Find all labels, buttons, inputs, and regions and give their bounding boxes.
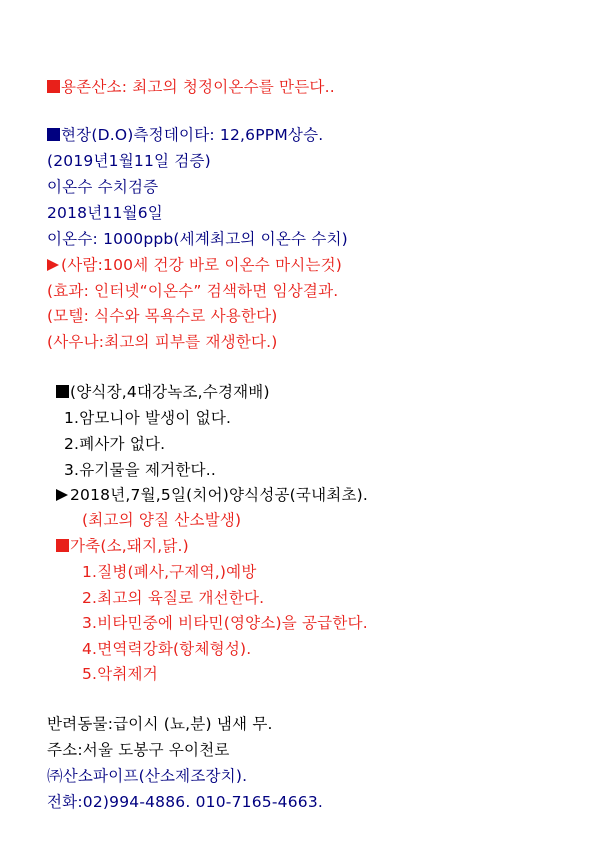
people-line: (사람:100세 건강 바로 이온수 마시는것): [47, 255, 342, 275]
effect-line: (효과: 인터넷“이온수” 검색하면 임상결과.: [47, 282, 339, 300]
verify-2019-line: (2019년1월11일 검증): [47, 152, 211, 170]
livestock-item-3: 3.비타민중에 비타민(영양소)을 공급한다.: [82, 614, 368, 632]
ion-value-line: 이온수: 1000ppb(세계최고의 이온수 수치): [47, 230, 348, 248]
square-bullet-icon: [47, 80, 60, 93]
livestock-item-2: 2.최고의 육질로 개선한다.: [82, 589, 265, 607]
triangle-bullet-icon: [47, 259, 59, 271]
livestock-header-line: 가축(소,돼지,닭.): [56, 536, 189, 556]
company-line: ㈜산소파이프(산소제조장치).: [47, 767, 248, 785]
fish-item-1: 1.암모니아 발생이 없다.: [64, 409, 232, 427]
best-oxygen-line: (최고의 양질 산소발생): [82, 511, 242, 529]
sauna-line: (사우나:최고의 피부를 재생한다.): [47, 333, 278, 351]
fishfarm-header-line: (양식장,4대강녹조,수경재배): [56, 382, 270, 402]
square-bullet-icon: [47, 128, 60, 141]
square-bullet-icon: [56, 385, 69, 398]
phone-line: 전화:02)994-4886. 010-7165-4663.: [47, 793, 324, 811]
pets-line: 반려동물:급이시 (뇨,분) 냄새 무.: [47, 715, 273, 733]
model-line: (모텔: 식수와 목욕수로 사용한다): [47, 307, 278, 325]
triangle-bullet-icon: [56, 489, 68, 501]
livestock-item-5: 5.악취제거: [82, 665, 158, 683]
title-line: 용존산소: 최고의 청정이온수를 만든다..: [47, 77, 335, 97]
fish-success-line: 2018년,7월,5일(치어)양식성공(국내최초).: [56, 485, 368, 505]
square-bullet-icon: [56, 539, 69, 552]
livestock-item-4: 4.면역력강화(항체형성).: [82, 640, 252, 658]
fish-item-3: 3.유기물을 제거한다..: [64, 461, 216, 479]
address-line: 주소:서울 도봉구 우이천로: [47, 741, 230, 759]
fish-item-2: 2.폐사가 없다.: [64, 435, 166, 453]
field-data-line: 현장(D.O)측정데이타: 12,6PPM상승.: [47, 125, 323, 145]
date-2018-line: 2018년11월6일: [47, 204, 163, 222]
ion-verify-line: 이온수 수치검증: [47, 178, 159, 196]
livestock-item-1: 1.질병(폐사,구제역,)예방: [82, 563, 257, 581]
